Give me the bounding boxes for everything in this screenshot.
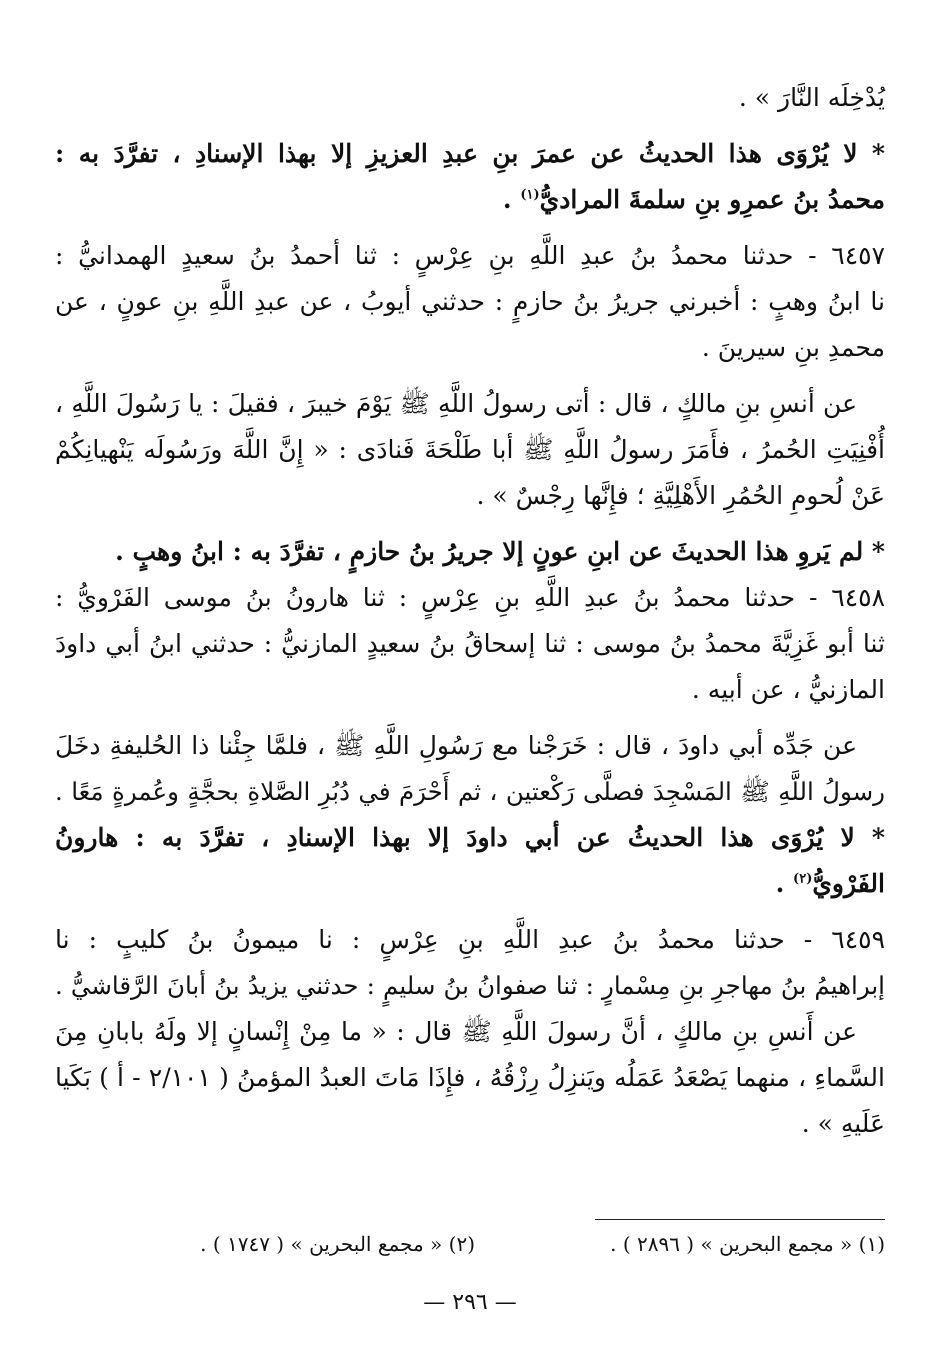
text-line: الفَرْويُّ$^{(٢)}$ .	[775, 869, 885, 898]
hadith-6459-isnad	[55, 917, 885, 1009]
text-line: عَلَيهِ » .	[801, 1109, 885, 1138]
text-line: رسولُ اللَّهِ ﷺ المَسْجِدَ فصلَّى رَكْعتين ، ثم أَحْرَمَ في دُبُرِ الصَّلاةِ بحجَّةٍ وعُمرةٍ مَعًا .	[55, 777, 885, 806]
paragraph-2-note	[55, 131, 885, 223]
hadith-6457-isnad	[55, 233, 885, 371]
paragraph-8-note	[55, 815, 885, 907]
text-line: يُدْخِلَه النَّارَ » .	[738, 83, 885, 112]
text-line: عن جَدِّه أبي داودَ ، قال : خَرَجْنا مع رَسُولِ اللَّهِ ﷺ ، فلمَّا جِئْنا ذا الحُليفةِ دخَلَ	[55, 731, 857, 760]
text-line: السَّماءِ ، منهما يَصْعَدُ عَمَلُه ويَنزِلُ رِزْقُهُ ، فإِذَا مَاتَ العبدُ المؤمنُ ( ٢/١٠١ - أ ) بَكَيا	[55, 1063, 886, 1092]
text-line: ٦٤٥٨ - حدثنا محمدُ بنُ عبدِ اللَّهِ بنِ عِرْسٍ : ثنا هارونُ بنُ موسى الفَرْويُّ :	[55, 583, 885, 612]
hadith-6458-isnad	[55, 575, 885, 713]
hadith-6459-matn	[55, 1009, 885, 1147]
text-line: عن أَنسِ بنِ مالكٍ ، أنَّ رسولَ اللَّهِ ﷺ قال : « ما مِنْ إِنْسانٍ إلا ولَهُ بابانِ مِنَ	[55, 1017, 857, 1046]
text-line: * لم يَروِ هذا الحديثَ عن ابنِ عونٍ إلا جريرُ بنُ حازمٍ ، تفرَّدَ به : ابنُ وهبٍ .	[115, 537, 885, 566]
page-number: — ٢٩٦ —	[423, 1290, 517, 1315]
text-line: أُفْنِيَتِ الحُمرُ ، فأَمَرَ رسولُ اللَّهِ ﷺ أبا طَلْحَةَ فَنادَى : « إِنَّ اللَّهَ ورَسُولَه يَنْهيانِكُمْ	[55, 435, 885, 464]
text-line: * لا يُرْوَى هذا الحديثُ عن عمرَ بنِ عبدِ العزيزِ إلا بهذا الإسنادِ ، تفرَّدَ به :	[55, 139, 885, 168]
text-line: ٦٤٥٩ - حدثنا محمدُ بنُ عبدِ اللَّهِ بنِ عِرْسٍ : نا ميمونُ بنُ كليبٍ : نا	[55, 925, 885, 954]
text-line: نا ابنُ وهبٍ : أخبرني جريرُ بنُ حازمٍ : حدثني أيوبُ ، عن عبدِ اللَّهِ بنِ عونٍ ، عن	[55, 287, 885, 316]
text-line: * لا يُرْوَى هذا الحديثُ عن أبي داودَ إلا بهذا الإسنادِ ، تفرَّدَ به : هارونُ	[55, 823, 885, 852]
page-body	[55, 75, 885, 1147]
text-line: محمدُ بنُ عمرِو بنِ سلمةَ المراديُّ$^{(١)}$ .	[502, 185, 885, 214]
text-line: ثنا أبو غَزِيَّةَ محمدُ بنُ موسى : ثنا إسحاقُ بنُ سعيدٍ المازنيُّ : حدثني ابنُ أبي داودَ	[55, 629, 885, 658]
footnote-1: (١) « مجمع البحرين » ( ٢٨٩٦ ) .	[610, 1232, 885, 1256]
text-line: إبراهيمُ بنُ مهاجرِ بنِ مِسْمارٍ : ثنا صفوانُ بنُ سليمٍ : حدثني يزيدُ بنُ أبانَ الرَّقاشيُّ .	[55, 971, 885, 1000]
footnote-divider	[595, 1219, 885, 1220]
hadith-6458-matn	[55, 723, 885, 815]
text-line: عن أنسِ بنِ مالكٍ ، قال : أتى رسولُ اللَّهِ ﷺ يَوْمَ خيبرَ ، فقيلَ : يا رَسُولَ اللَّهِ ،	[55, 389, 857, 418]
hadith-6457-matn	[55, 381, 885, 519]
paragraph-1	[55, 75, 885, 121]
text-line: محمدِ بنِ سيرينَ .	[701, 333, 885, 362]
text-line: ٦٤٥٧ - حدثنا محمدُ بنُ عبدِ اللَّهِ بنِ عِرْسٍ : ثنا أحمدُ بنُ سعيدٍ الهمدانيُّ :	[55, 241, 885, 270]
footnote-2: (٢) « مجمع البحرين » ( ١٧٤٧ ) .	[200, 1232, 475, 1256]
paragraph-5-note	[55, 529, 885, 575]
text-line: المازنيُّ ، عن أبيه .	[691, 675, 885, 704]
text-line: عَنْ لُحومِ الحُمُرِ الأَهْلِيَّةِ ؛ فإِنَّها رِجْسٌ » .	[476, 481, 885, 510]
